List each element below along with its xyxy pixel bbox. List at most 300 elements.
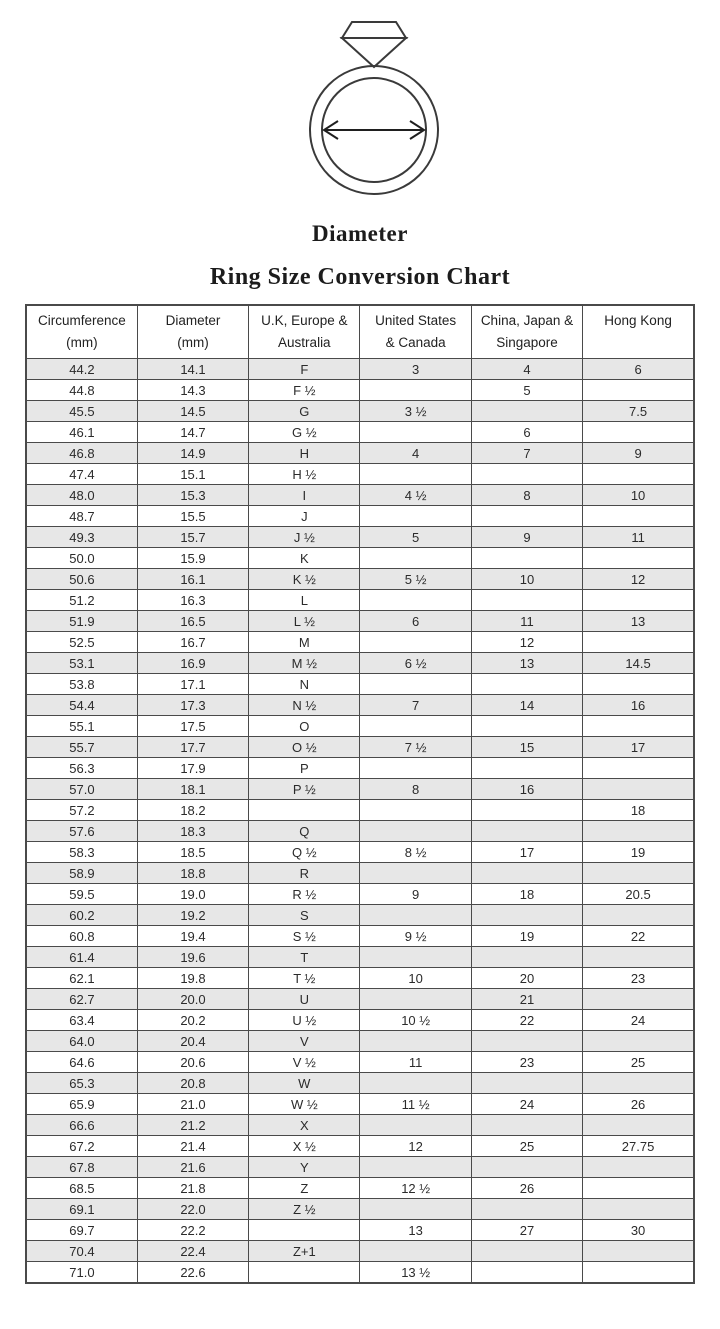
cell-circumference-mm: 64.6 xyxy=(26,1052,137,1073)
cell-us-canada: 8 ½ xyxy=(360,842,471,863)
cell-china-japan-singapore xyxy=(471,1073,582,1094)
cell-diameter-mm: 19.0 xyxy=(137,884,248,905)
cell-circumference-mm: 49.3 xyxy=(26,527,137,548)
cell-circumference-mm: 57.2 xyxy=(26,800,137,821)
cell-circumference-mm: 52.5 xyxy=(26,632,137,653)
cell-us-canada xyxy=(360,590,471,611)
cell-china-japan-singapore: 8 xyxy=(471,485,582,506)
cell-us-canada xyxy=(360,674,471,695)
table-row xyxy=(26,1073,694,1094)
cell-circumference-mm: 51.9 xyxy=(26,611,137,632)
cell-us-canada xyxy=(360,905,471,926)
cell-china-japan-singapore: 15 xyxy=(471,737,582,758)
cell-diameter-mm: 15.7 xyxy=(137,527,248,548)
cell-hong-kong: 17 xyxy=(583,737,694,758)
cell-hong-kong: 12 xyxy=(583,569,694,590)
cell-china-japan-singapore: 18 xyxy=(471,884,582,905)
ring-diagram xyxy=(0,0,720,205)
cell-circumference-mm: 45.5 xyxy=(26,401,137,422)
cell-diameter-mm: 14.9 xyxy=(137,443,248,464)
table-row xyxy=(26,1031,694,1052)
cell-uk-europe-australia: M xyxy=(249,632,360,653)
cell-circumference-mm: 67.8 xyxy=(26,1157,137,1178)
cell-diameter-mm: 16.1 xyxy=(137,569,248,590)
cell-us-canada xyxy=(360,1199,471,1220)
cell-uk-europe-australia: P ½ xyxy=(249,779,360,800)
cell-china-japan-singapore xyxy=(471,1241,582,1262)
table-row xyxy=(26,821,694,842)
header-line: Singapore xyxy=(496,334,558,350)
cell-china-japan-singapore xyxy=(471,464,582,485)
cell-diameter-mm: 17.3 xyxy=(137,695,248,716)
cell-china-japan-singapore: 23 xyxy=(471,1052,582,1073)
cell-us-canada: 12 ½ xyxy=(360,1178,471,1199)
cell-hong-kong xyxy=(583,779,694,800)
cell-hong-kong xyxy=(583,1262,694,1284)
cell-uk-europe-australia: N xyxy=(249,674,360,695)
cell-diameter-mm: 18.1 xyxy=(137,779,248,800)
cell-china-japan-singapore xyxy=(471,590,582,611)
cell-circumference-mm: 61.4 xyxy=(26,947,137,968)
cell-uk-europe-australia: V ½ xyxy=(249,1052,360,1073)
cell-diameter-mm: 18.3 xyxy=(137,821,248,842)
cell-circumference-mm: 46.8 xyxy=(26,443,137,464)
cell-us-canada: 10 ½ xyxy=(360,1010,471,1031)
cell-china-japan-singapore: 17 xyxy=(471,842,582,863)
cell-china-japan-singapore: 26 xyxy=(471,1178,582,1199)
cell-circumference-mm: 54.4 xyxy=(26,695,137,716)
cell-circumference-mm: 65.9 xyxy=(26,1094,137,1115)
cell-us-canada: 9 xyxy=(360,884,471,905)
cell-uk-europe-australia: W ½ xyxy=(249,1094,360,1115)
column-header-circumference-mm xyxy=(26,305,137,359)
cell-circumference-mm: 48.7 xyxy=(26,506,137,527)
cell-us-canada: 8 xyxy=(360,779,471,800)
header-line: Circumference xyxy=(38,313,126,328)
cell-hong-kong xyxy=(583,1031,694,1052)
cell-china-japan-singapore: 19 xyxy=(471,926,582,947)
cell-china-japan-singapore xyxy=(471,506,582,527)
cell-uk-europe-australia: K ½ xyxy=(249,569,360,590)
cell-china-japan-singapore xyxy=(471,1115,582,1136)
table-row xyxy=(26,1157,694,1178)
cell-us-canada: 6 ½ xyxy=(360,653,471,674)
cell-uk-europe-australia: T ½ xyxy=(249,968,360,989)
cell-uk-europe-australia: I xyxy=(249,485,360,506)
cell-uk-europe-australia: U xyxy=(249,989,360,1010)
diameter-arrow-icon xyxy=(324,121,424,139)
cell-uk-europe-australia: S ½ xyxy=(249,926,360,947)
cell-china-japan-singapore xyxy=(471,674,582,695)
cell-uk-europe-australia: U ½ xyxy=(249,1010,360,1031)
cell-circumference-mm: 68.5 xyxy=(26,1178,137,1199)
cell-diameter-mm: 15.5 xyxy=(137,506,248,527)
cell-china-japan-singapore xyxy=(471,863,582,884)
cell-uk-europe-australia: H xyxy=(249,443,360,464)
cell-us-canada xyxy=(360,422,471,443)
cell-diameter-mm: 16.9 xyxy=(137,653,248,674)
cell-uk-europe-australia: R ½ xyxy=(249,884,360,905)
cell-uk-europe-australia: Z ½ xyxy=(249,1199,360,1220)
cell-diameter-mm: 22.6 xyxy=(137,1262,248,1284)
table-row xyxy=(26,905,694,926)
cell-circumference-mm: 46.1 xyxy=(26,422,137,443)
table-row xyxy=(26,1052,694,1073)
cell-us-canada xyxy=(360,1031,471,1052)
cell-circumference-mm: 48.0 xyxy=(26,485,137,506)
cell-china-japan-singapore: 5 xyxy=(471,380,582,401)
cell-diameter-mm: 15.1 xyxy=(137,464,248,485)
cell-circumference-mm: 71.0 xyxy=(26,1262,137,1284)
cell-hong-kong xyxy=(583,947,694,968)
cell-circumference-mm: 50.0 xyxy=(26,548,137,569)
cell-diameter-mm: 19.2 xyxy=(137,905,248,926)
diamond-top-facet xyxy=(342,22,406,38)
cell-diameter-mm: 21.4 xyxy=(137,1136,248,1157)
cell-diameter-mm: 17.9 xyxy=(137,758,248,779)
table-row xyxy=(26,485,694,506)
cell-hong-kong xyxy=(583,380,694,401)
table-row xyxy=(26,527,694,548)
cell-china-japan-singapore: 21 xyxy=(471,989,582,1010)
cell-diameter-mm: 19.6 xyxy=(137,947,248,968)
cell-china-japan-singapore: 14 xyxy=(471,695,582,716)
cell-diameter-mm: 15.3 xyxy=(137,485,248,506)
cell-uk-europe-australia: N ½ xyxy=(249,695,360,716)
diameter-label: Diameter xyxy=(312,221,408,246)
cell-hong-kong xyxy=(583,716,694,737)
cell-uk-europe-australia: X ½ xyxy=(249,1136,360,1157)
cell-hong-kong xyxy=(583,1157,694,1178)
table-row xyxy=(26,380,694,401)
cell-uk-europe-australia: Z xyxy=(249,1178,360,1199)
cell-diameter-mm: 18.8 xyxy=(137,863,248,884)
cell-diameter-mm: 17.7 xyxy=(137,737,248,758)
table-row xyxy=(26,590,694,611)
cell-diameter-mm: 19.8 xyxy=(137,968,248,989)
cell-us-canada xyxy=(360,1241,471,1262)
cell-diameter-mm: 17.1 xyxy=(137,674,248,695)
cell-hong-kong: 24 xyxy=(583,1010,694,1031)
cell-circumference-mm: 50.6 xyxy=(26,569,137,590)
cell-uk-europe-australia xyxy=(249,1262,360,1284)
cell-hong-kong xyxy=(583,548,694,569)
cell-hong-kong: 7.5 xyxy=(583,401,694,422)
cell-hong-kong: 13 xyxy=(583,611,694,632)
cell-circumference-mm: 47.4 xyxy=(26,464,137,485)
table-row xyxy=(26,674,694,695)
cell-us-canada: 13 ½ xyxy=(360,1262,471,1284)
cell-hong-kong xyxy=(583,632,694,653)
cell-circumference-mm: 66.6 xyxy=(26,1115,137,1136)
cell-hong-kong xyxy=(583,674,694,695)
cell-diameter-mm: 18.5 xyxy=(137,842,248,863)
cell-diameter-mm: 22.0 xyxy=(137,1199,248,1220)
cell-uk-europe-australia: F xyxy=(249,359,360,380)
table-row xyxy=(26,1220,694,1241)
table-body xyxy=(26,359,694,1284)
cell-diameter-mm: 14.7 xyxy=(137,422,248,443)
table-row xyxy=(26,1094,694,1115)
cell-circumference-mm: 53.1 xyxy=(26,653,137,674)
column-header-uk-europe-australia xyxy=(249,305,360,359)
cell-diameter-mm: 22.2 xyxy=(137,1220,248,1241)
column-header-us-canada xyxy=(360,305,471,359)
cell-circumference-mm: 55.7 xyxy=(26,737,137,758)
table-row xyxy=(26,422,694,443)
table-row xyxy=(26,1199,694,1220)
ring-size-conversion-table xyxy=(25,304,695,1284)
cell-china-japan-singapore: 20 xyxy=(471,968,582,989)
cell-hong-kong: 18 xyxy=(583,800,694,821)
cell-china-japan-singapore xyxy=(471,1262,582,1284)
cell-hong-kong: 26 xyxy=(583,1094,694,1115)
table-row xyxy=(26,695,694,716)
cell-china-japan-singapore xyxy=(471,1157,582,1178)
cell-china-japan-singapore xyxy=(471,905,582,926)
header-line: (mm) xyxy=(66,334,98,350)
cell-hong-kong: 22 xyxy=(583,926,694,947)
cell-circumference-mm: 58.3 xyxy=(26,842,137,863)
cell-uk-europe-australia: G xyxy=(249,401,360,422)
cell-diameter-mm: 21.2 xyxy=(137,1115,248,1136)
cell-china-japan-singapore: 12 xyxy=(471,632,582,653)
cell-diameter-mm: 20.6 xyxy=(137,1052,248,1073)
cell-circumference-mm: 67.2 xyxy=(26,1136,137,1157)
cell-circumference-mm: 51.2 xyxy=(26,590,137,611)
cell-us-canada: 11 ½ xyxy=(360,1094,471,1115)
cell-hong-kong: 19 xyxy=(583,842,694,863)
cell-circumference-mm: 57.6 xyxy=(26,821,137,842)
table-row xyxy=(26,758,694,779)
table-row xyxy=(26,842,694,863)
cell-hong-kong: 25 xyxy=(583,1052,694,1073)
table-row xyxy=(26,1241,694,1262)
cell-uk-europe-australia: S xyxy=(249,905,360,926)
cell-china-japan-singapore: 6 xyxy=(471,422,582,443)
cell-circumference-mm: 65.3 xyxy=(26,1073,137,1094)
cell-circumference-mm: 58.9 xyxy=(26,863,137,884)
table-row xyxy=(26,947,694,968)
cell-circumference-mm: 44.2 xyxy=(26,359,137,380)
cell-hong-kong xyxy=(583,422,694,443)
table-row xyxy=(26,443,694,464)
cell-diameter-mm: 21.0 xyxy=(137,1094,248,1115)
cell-hong-kong: 11 xyxy=(583,527,694,548)
cell-uk-europe-australia: M ½ xyxy=(249,653,360,674)
header-line: China, Japan & xyxy=(480,313,574,328)
cell-us-canada xyxy=(360,380,471,401)
cell-us-canada: 5 xyxy=(360,527,471,548)
table-row xyxy=(26,863,694,884)
cell-china-japan-singapore: 9 xyxy=(471,527,582,548)
table-row xyxy=(26,989,694,1010)
cell-us-canada xyxy=(360,506,471,527)
cell-circumference-mm: 69.7 xyxy=(26,1220,137,1241)
page-title: Ring Size Conversion Chart xyxy=(209,264,511,290)
table-row xyxy=(26,653,694,674)
header-row xyxy=(26,305,694,359)
header-line: Diameter xyxy=(165,313,221,328)
cell-circumference-mm: 59.5 xyxy=(26,884,137,905)
cell-hong-kong xyxy=(583,590,694,611)
cell-uk-europe-australia: P xyxy=(249,758,360,779)
cell-uk-europe-australia: G ½ xyxy=(249,422,360,443)
cell-diameter-mm: 20.2 xyxy=(137,1010,248,1031)
cell-uk-europe-australia: W xyxy=(249,1073,360,1094)
cell-uk-europe-australia: F ½ xyxy=(249,380,360,401)
cell-circumference-mm: 62.1 xyxy=(26,968,137,989)
cell-china-japan-singapore xyxy=(471,548,582,569)
cell-china-japan-singapore: 25 xyxy=(471,1136,582,1157)
column-header-diameter-mm xyxy=(137,305,248,359)
cell-china-japan-singapore xyxy=(471,1199,582,1220)
cell-diameter-mm: 14.5 xyxy=(137,401,248,422)
cell-circumference-mm: 64.0 xyxy=(26,1031,137,1052)
table-row xyxy=(26,716,694,737)
cell-us-canada xyxy=(360,1073,471,1094)
cell-china-japan-singapore: 24 xyxy=(471,1094,582,1115)
cell-us-canada: 7 ½ xyxy=(360,737,471,758)
cell-us-canada xyxy=(360,632,471,653)
cell-hong-kong xyxy=(583,863,694,884)
header-line: Hong Kong xyxy=(604,313,672,328)
cell-diameter-mm: 20.0 xyxy=(137,989,248,1010)
table-row xyxy=(26,611,694,632)
cell-china-japan-singapore: 4 xyxy=(471,359,582,380)
cell-uk-europe-australia: Q xyxy=(249,821,360,842)
cell-uk-europe-australia: Y xyxy=(249,1157,360,1178)
table-row xyxy=(26,884,694,905)
cell-hong-kong: 9 xyxy=(583,443,694,464)
cell-china-japan-singapore: 22 xyxy=(471,1010,582,1031)
cell-hong-kong xyxy=(583,758,694,779)
cell-hong-kong: 16 xyxy=(583,695,694,716)
cell-hong-kong xyxy=(583,506,694,527)
cell-diameter-mm: 14.3 xyxy=(137,380,248,401)
cell-us-canada xyxy=(360,1157,471,1178)
cell-diameter-mm: 17.5 xyxy=(137,716,248,737)
table-row xyxy=(26,800,694,821)
cell-us-canada xyxy=(360,464,471,485)
cell-us-canada: 10 xyxy=(360,968,471,989)
cell-circumference-mm: 62.7 xyxy=(26,989,137,1010)
cell-uk-europe-australia: J xyxy=(249,506,360,527)
cell-us-canada: 5 ½ xyxy=(360,569,471,590)
table-row xyxy=(26,779,694,800)
cell-circumference-mm: 55.1 xyxy=(26,716,137,737)
column-header-hong-kong xyxy=(583,305,694,359)
cell-us-canada: 3 ½ xyxy=(360,401,471,422)
table-row xyxy=(26,464,694,485)
column-header-china-japan-singapore xyxy=(471,305,582,359)
cell-uk-europe-australia: T xyxy=(249,947,360,968)
cell-us-canada: 11 xyxy=(360,1052,471,1073)
table-row xyxy=(26,737,694,758)
cell-us-canada xyxy=(360,863,471,884)
cell-us-canada: 7 xyxy=(360,695,471,716)
cell-china-japan-singapore: 7 xyxy=(471,443,582,464)
cell-china-japan-singapore: 10 xyxy=(471,569,582,590)
cell-uk-europe-australia: Z+1 xyxy=(249,1241,360,1262)
header-line: & Canada xyxy=(385,334,446,350)
cell-uk-europe-australia: X xyxy=(249,1115,360,1136)
cell-diameter-mm: 21.8 xyxy=(137,1178,248,1199)
cell-us-canada: 3 xyxy=(360,359,471,380)
cell-hong-kong: 23 xyxy=(583,968,694,989)
cell-circumference-mm: 56.3 xyxy=(26,758,137,779)
cell-circumference-mm: 63.4 xyxy=(26,1010,137,1031)
cell-hong-kong: 30 xyxy=(583,1220,694,1241)
table-row xyxy=(26,1115,694,1136)
cell-diameter-mm: 16.7 xyxy=(137,632,248,653)
cell-circumference-mm: 60.2 xyxy=(26,905,137,926)
cell-uk-europe-australia: K xyxy=(249,548,360,569)
cell-china-japan-singapore xyxy=(471,716,582,737)
cell-uk-europe-australia: L ½ xyxy=(249,611,360,632)
cell-us-canada: 9 ½ xyxy=(360,926,471,947)
table-row xyxy=(26,506,694,527)
header-line: Australia xyxy=(278,334,331,350)
cell-china-japan-singapore: 13 xyxy=(471,653,582,674)
header-line: United States xyxy=(375,313,457,328)
cell-us-canada xyxy=(360,548,471,569)
table-row xyxy=(26,632,694,653)
cell-diameter-mm: 21.6 xyxy=(137,1157,248,1178)
cell-hong-kong xyxy=(583,989,694,1010)
cell-circumference-mm: 44.8 xyxy=(26,380,137,401)
cell-diameter-mm: 20.8 xyxy=(137,1073,248,1094)
cell-us-canada xyxy=(360,821,471,842)
cell-us-canada: 4 xyxy=(360,443,471,464)
cell-uk-europe-australia: V xyxy=(249,1031,360,1052)
cell-hong-kong: 14.5 xyxy=(583,653,694,674)
cell-hong-kong xyxy=(583,905,694,926)
cell-china-japan-singapore xyxy=(471,800,582,821)
diamond-pavilion xyxy=(342,38,406,67)
cell-hong-kong xyxy=(583,1178,694,1199)
cell-china-japan-singapore: 16 xyxy=(471,779,582,800)
table-row xyxy=(26,968,694,989)
table-row xyxy=(26,1262,694,1284)
cell-uk-europe-australia: O ½ xyxy=(249,737,360,758)
cell-hong-kong xyxy=(583,1199,694,1220)
cell-hong-kong xyxy=(583,1241,694,1262)
table-row xyxy=(26,1178,694,1199)
cell-diameter-mm: 16.3 xyxy=(137,590,248,611)
cell-uk-europe-australia: O xyxy=(249,716,360,737)
cell-china-japan-singapore xyxy=(471,401,582,422)
cell-circumference-mm: 57.0 xyxy=(26,779,137,800)
cell-uk-europe-australia xyxy=(249,800,360,821)
cell-circumference-mm: 69.1 xyxy=(26,1199,137,1220)
cell-hong-kong xyxy=(583,1073,694,1094)
cell-circumference-mm: 70.4 xyxy=(26,1241,137,1262)
cell-us-canada: 12 xyxy=(360,1136,471,1157)
cell-diameter-mm: 19.4 xyxy=(137,926,248,947)
table-row xyxy=(26,401,694,422)
cell-us-canada xyxy=(360,800,471,821)
cell-diameter-mm: 20.4 xyxy=(137,1031,248,1052)
cell-hong-kong xyxy=(583,464,694,485)
cell-us-canada xyxy=(360,1115,471,1136)
table-row xyxy=(26,548,694,569)
cell-us-canada xyxy=(360,758,471,779)
cell-uk-europe-australia: H ½ xyxy=(249,464,360,485)
cell-china-japan-singapore xyxy=(471,758,582,779)
table-row xyxy=(26,359,694,380)
cell-diameter-mm: 18.2 xyxy=(137,800,248,821)
